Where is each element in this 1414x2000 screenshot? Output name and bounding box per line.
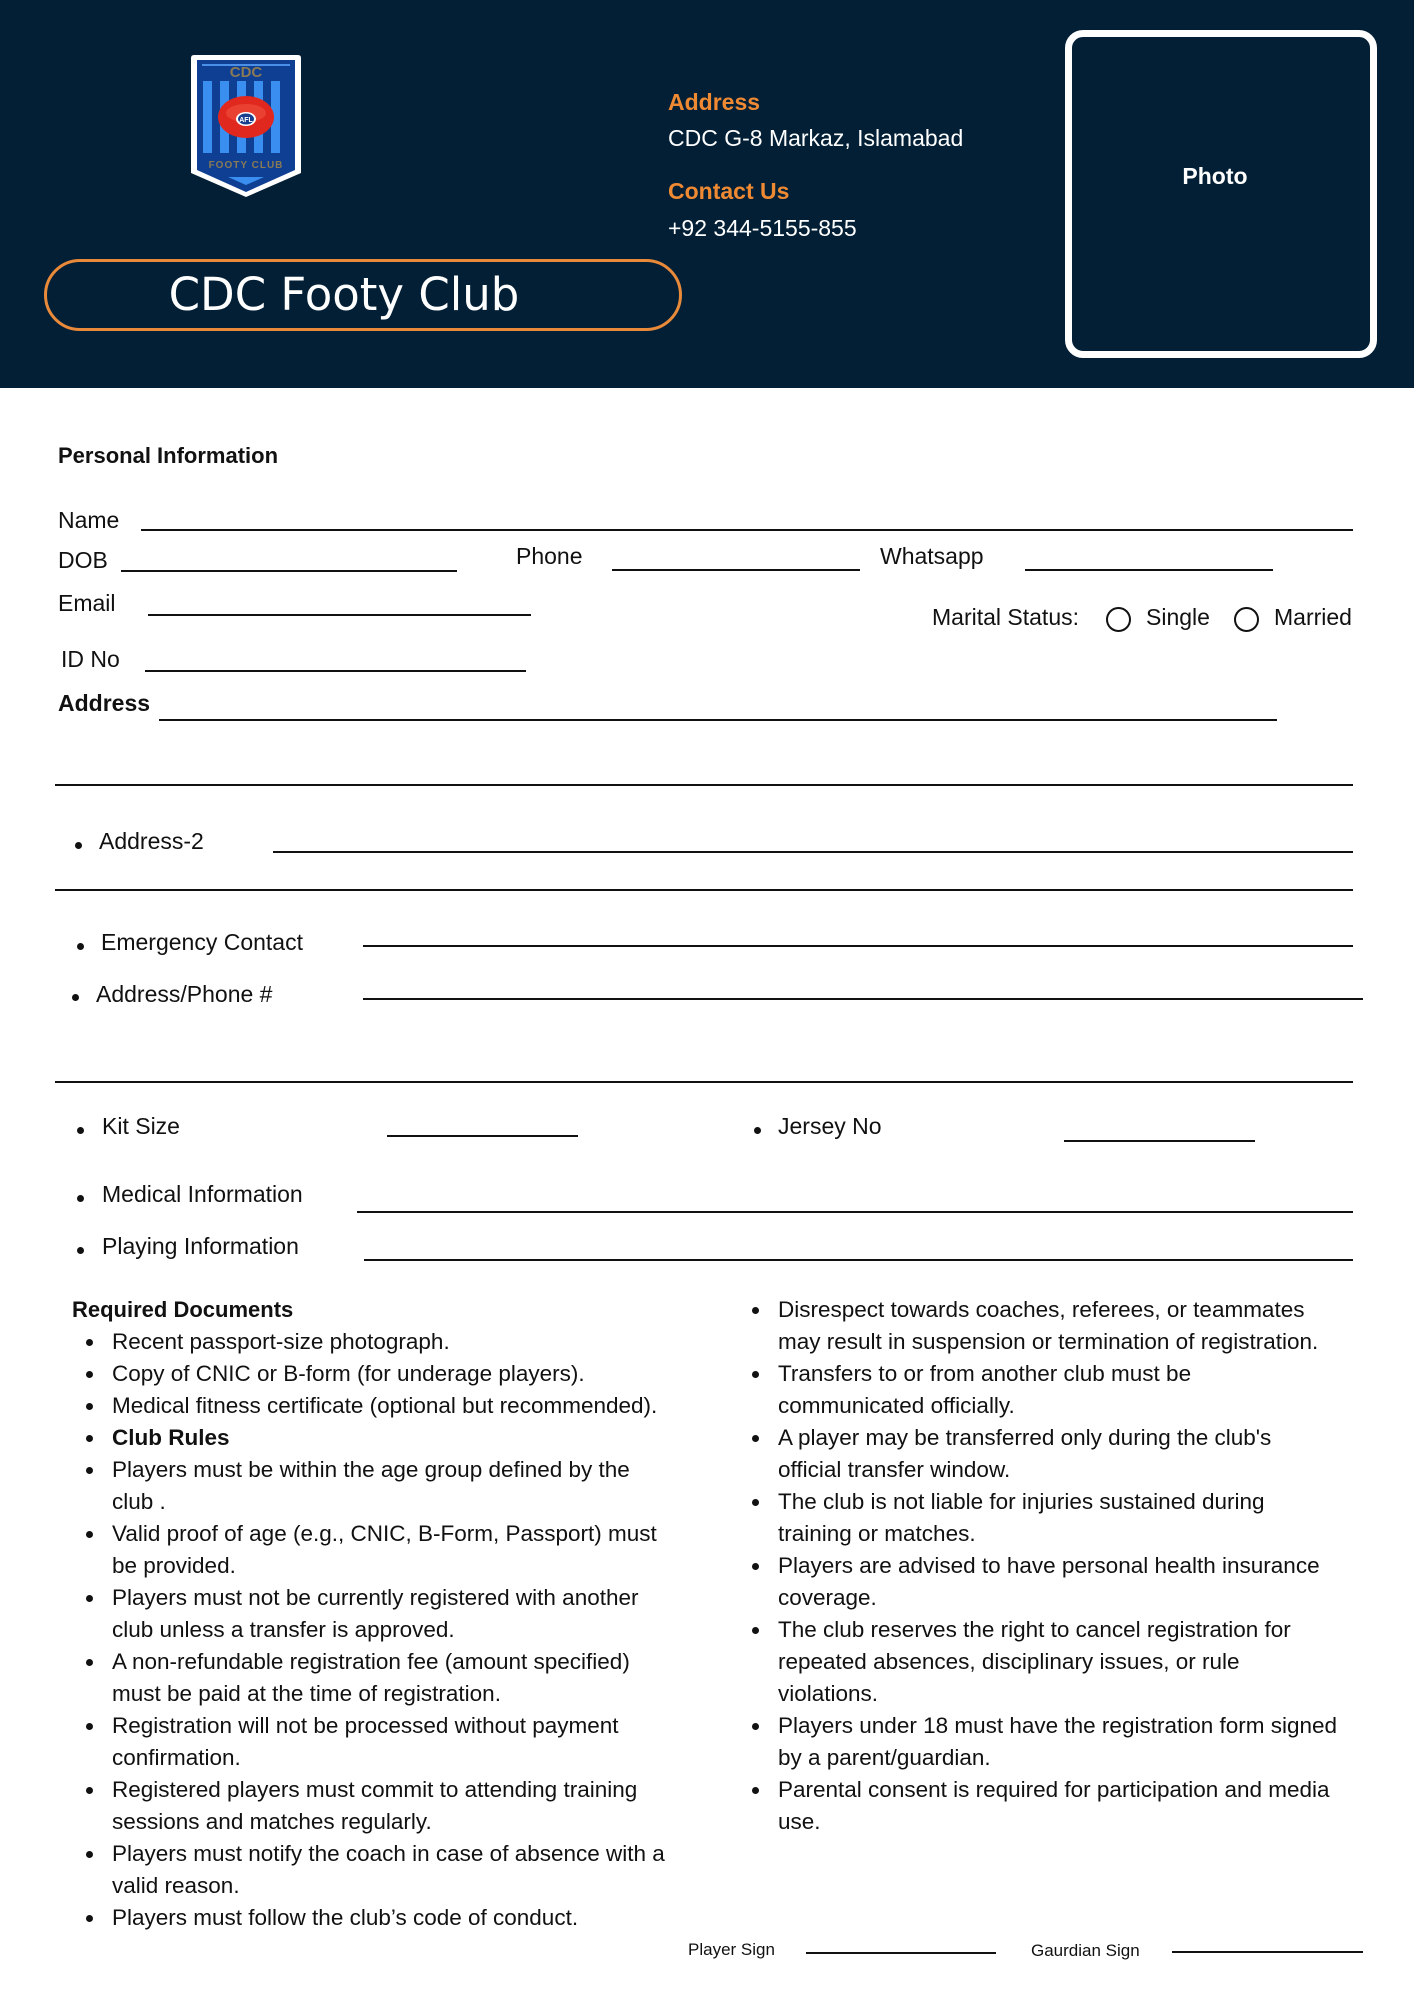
logo-top-text: CDC [229,64,263,81]
rule-item: Players are advised to have personal health insurance coverage. [778,1550,1338,1614]
address-phone-label: Address/Phone # [96,981,273,1007]
address-field-label: Address [58,690,151,716]
personal-info-title: Personal Information [58,443,279,468]
bullet [86,1595,93,1602]
medical-info-field[interactable] [357,1211,1353,1213]
married-radio[interactable] [1234,607,1259,632]
bullet [77,1195,84,1202]
jersey-no-field[interactable] [1064,1140,1255,1142]
marital-status-label: Marital Status: [932,604,1079,630]
address-line-2[interactable] [55,784,1353,786]
bullet [752,1723,759,1730]
rule-item: Players must not be currently registered with another club unless a transfer is approved. [112,1582,672,1646]
emergency-contact-label: Emergency Contact [101,929,303,955]
bullet [77,1127,84,1134]
rule-item: Disrespect towards coaches, referees, or teammates may result in suspension or termination of registration. [778,1294,1338,1358]
document-item: Recent passport-size photograph. [112,1326,672,1358]
bullet [72,994,79,1001]
bullet [86,1915,93,1922]
photo-label: Photo [1182,163,1248,189]
phone-label: Phone [516,543,583,569]
bullet [752,1371,759,1378]
rule-item: Players must be within the age group defined by the club . [112,1454,672,1518]
rule-item: The club reserves the right to cancel registration for repeated absences, disciplinary issues, or rule violations. [778,1614,1338,1710]
address-label: Address [668,89,761,115]
address2-field[interactable] [273,851,1353,853]
bullet [86,1339,93,1346]
bullet [752,1563,759,1570]
dob-field[interactable] [121,570,457,572]
bullet [86,1467,93,1474]
rule-item: The club is not liable for injuries sustained during training or matches. [778,1486,1338,1550]
bullet [752,1499,759,1506]
club-name: CDC Footy Club [168,268,520,321]
contact-value: +92 344-5155-855 [668,215,857,241]
logo-bottom-text: FOOTY CLUB [208,160,284,171]
right-rules-column [778,1294,1338,1838]
rule-item: A player may be transferred only during the club's official transfer window. [778,1422,1338,1486]
name-label: Name [58,507,120,533]
bullet [752,1627,759,1634]
rule-item: Valid proof of age (e.g., CNIC, B-Form, Passport) must be provided. [112,1518,672,1582]
emergency-line-2[interactable] [55,1081,1353,1083]
emergency-contact-field[interactable] [363,945,1353,947]
whatsapp-field[interactable] [1025,569,1273,571]
phone-field[interactable] [612,569,860,571]
single-label: Single [1146,604,1210,630]
address-field[interactable] [159,719,1277,721]
medical-info-label: Medical Information [102,1181,303,1207]
dob-label: DOB [58,547,108,573]
bullet [86,1723,93,1730]
bullet [86,1403,93,1410]
logo-ball-text: AFL [239,117,253,124]
player-sign-label: Player Sign [688,1940,775,1959]
rule-item: Players must notify the coach in case of absence with a valid reason. [112,1838,672,1902]
left-rules-column [112,1326,672,1934]
bullet [86,1659,93,1666]
rule-item: Players must follow the club’s code of conduct. [112,1902,672,1934]
guardian-sign-field[interactable] [1172,1951,1363,1953]
jersey-no-label: Jersey No [778,1113,882,1139]
rule-item: Registered players must commit to attending training sessions and matches regularly. [112,1774,672,1838]
bullet [752,1787,759,1794]
id-no-label: ID No [61,646,120,672]
bullet [75,842,82,849]
email-field[interactable] [148,614,531,616]
address-value: CDC G-8 Markaz, Islamabad [668,125,964,151]
player-sign-field[interactable] [806,1952,996,1954]
playing-info-label: Playing Information [102,1233,299,1259]
bullet [86,1435,93,1442]
playing-info-field[interactable] [364,1259,1353,1261]
bullet [77,1247,84,1254]
single-radio[interactable] [1106,607,1131,632]
contact-label: Contact Us [668,178,790,204]
required-documents-title: Required Documents [72,1297,294,1322]
document-item: Copy of CNIC or B-form (for underage players). [112,1358,672,1390]
document-item: Medical fitness certificate (optional but recommended). [112,1390,672,1422]
rule-item: Parental consent is required for participation and media use. [778,1774,1338,1838]
rule-item: Registration will not be processed without payment confirmation. [112,1710,672,1774]
whatsapp-label: Whatsapp [880,543,984,569]
bullet [752,1435,759,1442]
bullet [754,1127,761,1134]
rule-item: Transfers to or from another club must be communicated officially. [778,1358,1338,1422]
club-logo [188,51,304,199]
photo-box[interactable] [1065,30,1377,358]
bullet [86,1851,93,1858]
kit-size-label: Kit Size [102,1113,180,1139]
rule-item: Players under 18 must have the registration form signed by a parent/guardian. [778,1710,1338,1774]
address-phone-field[interactable] [363,998,1363,1000]
id-no-field[interactable] [145,670,526,672]
address2-line-2[interactable] [55,889,1353,891]
rule-item: A non-refundable registration fee (amount specified) must be paid at the time of registration. [112,1646,672,1710]
bullet [86,1371,93,1378]
bullet [86,1787,93,1794]
guardian-sign-label: Gaurdian Sign [1031,1941,1140,1960]
email-label: Email [58,590,116,616]
bullet [86,1531,93,1538]
club-rules-title: Club Rules [112,1422,672,1454]
kit-size-field[interactable] [387,1135,578,1137]
bullet [77,943,84,950]
address2-label: Address-2 [99,828,204,854]
name-field[interactable] [141,529,1353,531]
married-label: Married [1274,604,1352,630]
bullet [752,1307,759,1314]
